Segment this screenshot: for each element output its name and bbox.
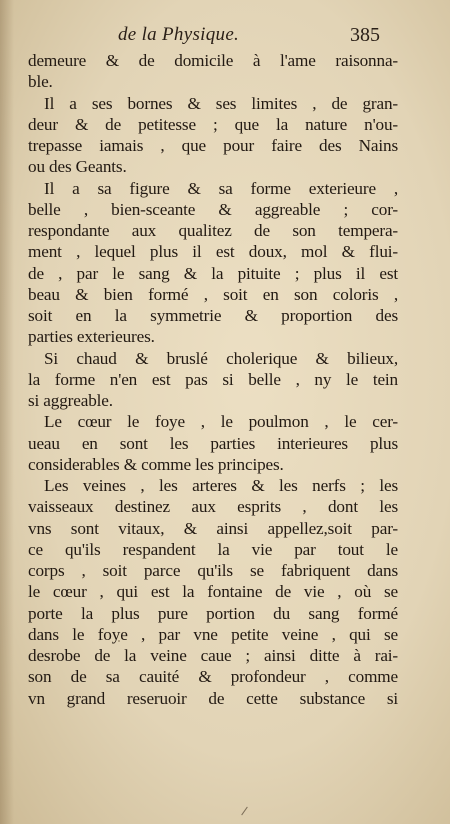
- paper-mark: [241, 807, 248, 816]
- binding-shadow: [0, 0, 14, 824]
- text-line: de , par le sang & la pituite ; plus il est: [28, 263, 398, 283]
- text-line: dans le foye , par vne petite veine , qui se: [28, 624, 398, 644]
- text-line: trepasse iamais , que pour faire des Nains: [28, 136, 398, 155]
- page-number: 385: [350, 24, 380, 46]
- text-line: Les veines , les arteres & les nerfs ; les: [44, 476, 398, 495]
- text-line: Il a ses bornes & ses limites , de gran-: [44, 93, 398, 113]
- text-line: vns sont vitaux, & ainsi appellez,soit par-: [28, 518, 398, 538]
- text-line: desrobe de la veine caue ; ainsi ditte à rai-: [28, 646, 398, 665]
- paper-speck: [118, 640, 120, 642]
- paragraph: [28, 93, 398, 178]
- text-line: deur & de petitesse ; que la nature n'ou-: [28, 114, 398, 134]
- running-title: de la Physique.: [118, 24, 240, 45]
- text-line: respondante aux qualitez de son tempera-: [28, 221, 398, 240]
- paragraph: [28, 348, 398, 412]
- text-line: son de sa cauité & profondeur , comme: [28, 667, 398, 687]
- paragraph: [28, 178, 398, 348]
- text-line: belle , bien-sceante & aggreable ; cor-: [28, 199, 398, 219]
- text-line: Si chaud & bruslé cholerique & bilieux,: [44, 348, 398, 368]
- text-line: ou des Geants.: [28, 157, 127, 177]
- text-line: la forme n'en est pas si belle , ny le tein: [28, 369, 398, 389]
- paragraph: [28, 475, 398, 709]
- text-line: vn grand reseruoir de cette substance si: [28, 688, 398, 708]
- text-line: ce qu'ils respandent la vie par tout le: [28, 539, 398, 559]
- text-line: corps , soit parce qu'ils se fabriquent dans: [28, 561, 398, 580]
- text-line: si aggreable.: [28, 391, 113, 410]
- text-line: Il a sa figure & sa forme exterieure ,: [44, 178, 398, 198]
- paper-speck: [352, 356, 355, 359]
- text-line: Le cœur le foye , le poulmon , le cer-: [44, 412, 398, 432]
- text-line: le cœur , qui est la fontaine de vie , où se: [28, 582, 398, 602]
- text-line: parties exterieures.: [28, 327, 155, 347]
- text-line: considerables & comme les principes.: [28, 454, 284, 474]
- text-line: beau & bien formé , soit en son coloris ,: [28, 284, 398, 304]
- paragraph: [28, 411, 398, 475]
- text-line: vaisseaux destinez aux esprits , dont les: [28, 497, 398, 517]
- paragraph: [28, 50, 398, 93]
- text-line: ment , lequel plus il est doux, mol & flui-: [28, 242, 398, 262]
- text-line: porte la plus pure portion du sang formé: [28, 603, 398, 623]
- text-line: ble.: [28, 72, 53, 92]
- text-line: soit en la symmetrie & proportion des: [28, 306, 398, 325]
- text-line: demeure & de domicile à l'ame raisonna-: [28, 51, 398, 70]
- text-line: ueau en sont les parties interieures plus: [28, 433, 398, 453]
- body-text: [28, 50, 398, 709]
